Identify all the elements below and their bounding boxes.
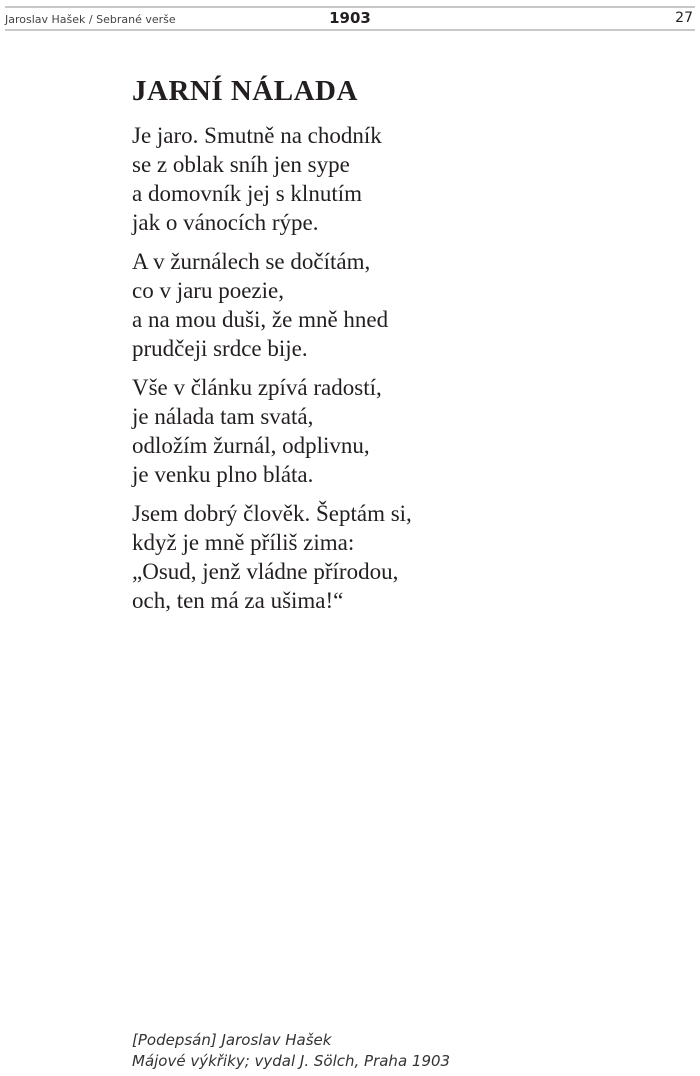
section-year: 1903 xyxy=(329,9,371,27)
stanza-2 xyxy=(132,247,652,363)
verse-line: jak o vánocích rýpe. xyxy=(132,210,319,235)
verse-line: je nálada tam svatá, xyxy=(132,404,314,429)
verse-line: je venku plno bláta. xyxy=(132,462,314,487)
verse-line: och, ten má za ušima!“ xyxy=(132,588,344,613)
source-note xyxy=(132,1030,450,1072)
verse-line: Je jaro. Smutně na chodník xyxy=(132,123,382,148)
verse-line: co v jaru poezie, xyxy=(132,278,284,303)
verse-line: prudčeji srdce bije. xyxy=(132,336,308,361)
verse-line: Vše v článku zpívá radostí, xyxy=(132,375,382,400)
stanza-3 xyxy=(132,373,652,489)
verse-line: Jsem dobrý člověk. Šeptám si, xyxy=(132,501,412,526)
running-header xyxy=(5,6,695,31)
poem-title: JARNÍ NÁLADA xyxy=(132,75,358,107)
publication-note: Májové výkřiky; vydal J. Sölch, Praha 1903 xyxy=(132,1052,451,1070)
verse-line: A v žurnálech se dočítám, xyxy=(132,249,371,274)
verse-line: „Osud, jenž vládne přírodou, xyxy=(132,559,399,584)
verse-line: a domovník jej s klnutím xyxy=(132,181,362,206)
page-number: 27 xyxy=(675,10,693,26)
signature-note: [Podepsán] Jaroslav Hašek xyxy=(132,1031,332,1049)
verse-line: a na mou duši, že mně hned xyxy=(132,307,389,332)
stanza-1 xyxy=(132,121,652,237)
verse-line: odložím žurnál, odplivnu, xyxy=(132,433,370,458)
verse-line: se z oblak sníh jen sype xyxy=(132,152,350,177)
poem xyxy=(132,73,652,625)
verse-line: když je mně příliš zima: xyxy=(132,530,355,555)
stanza-4 xyxy=(132,499,652,615)
running-title: Jaroslav Hašek / Sebrané verše xyxy=(5,13,176,26)
